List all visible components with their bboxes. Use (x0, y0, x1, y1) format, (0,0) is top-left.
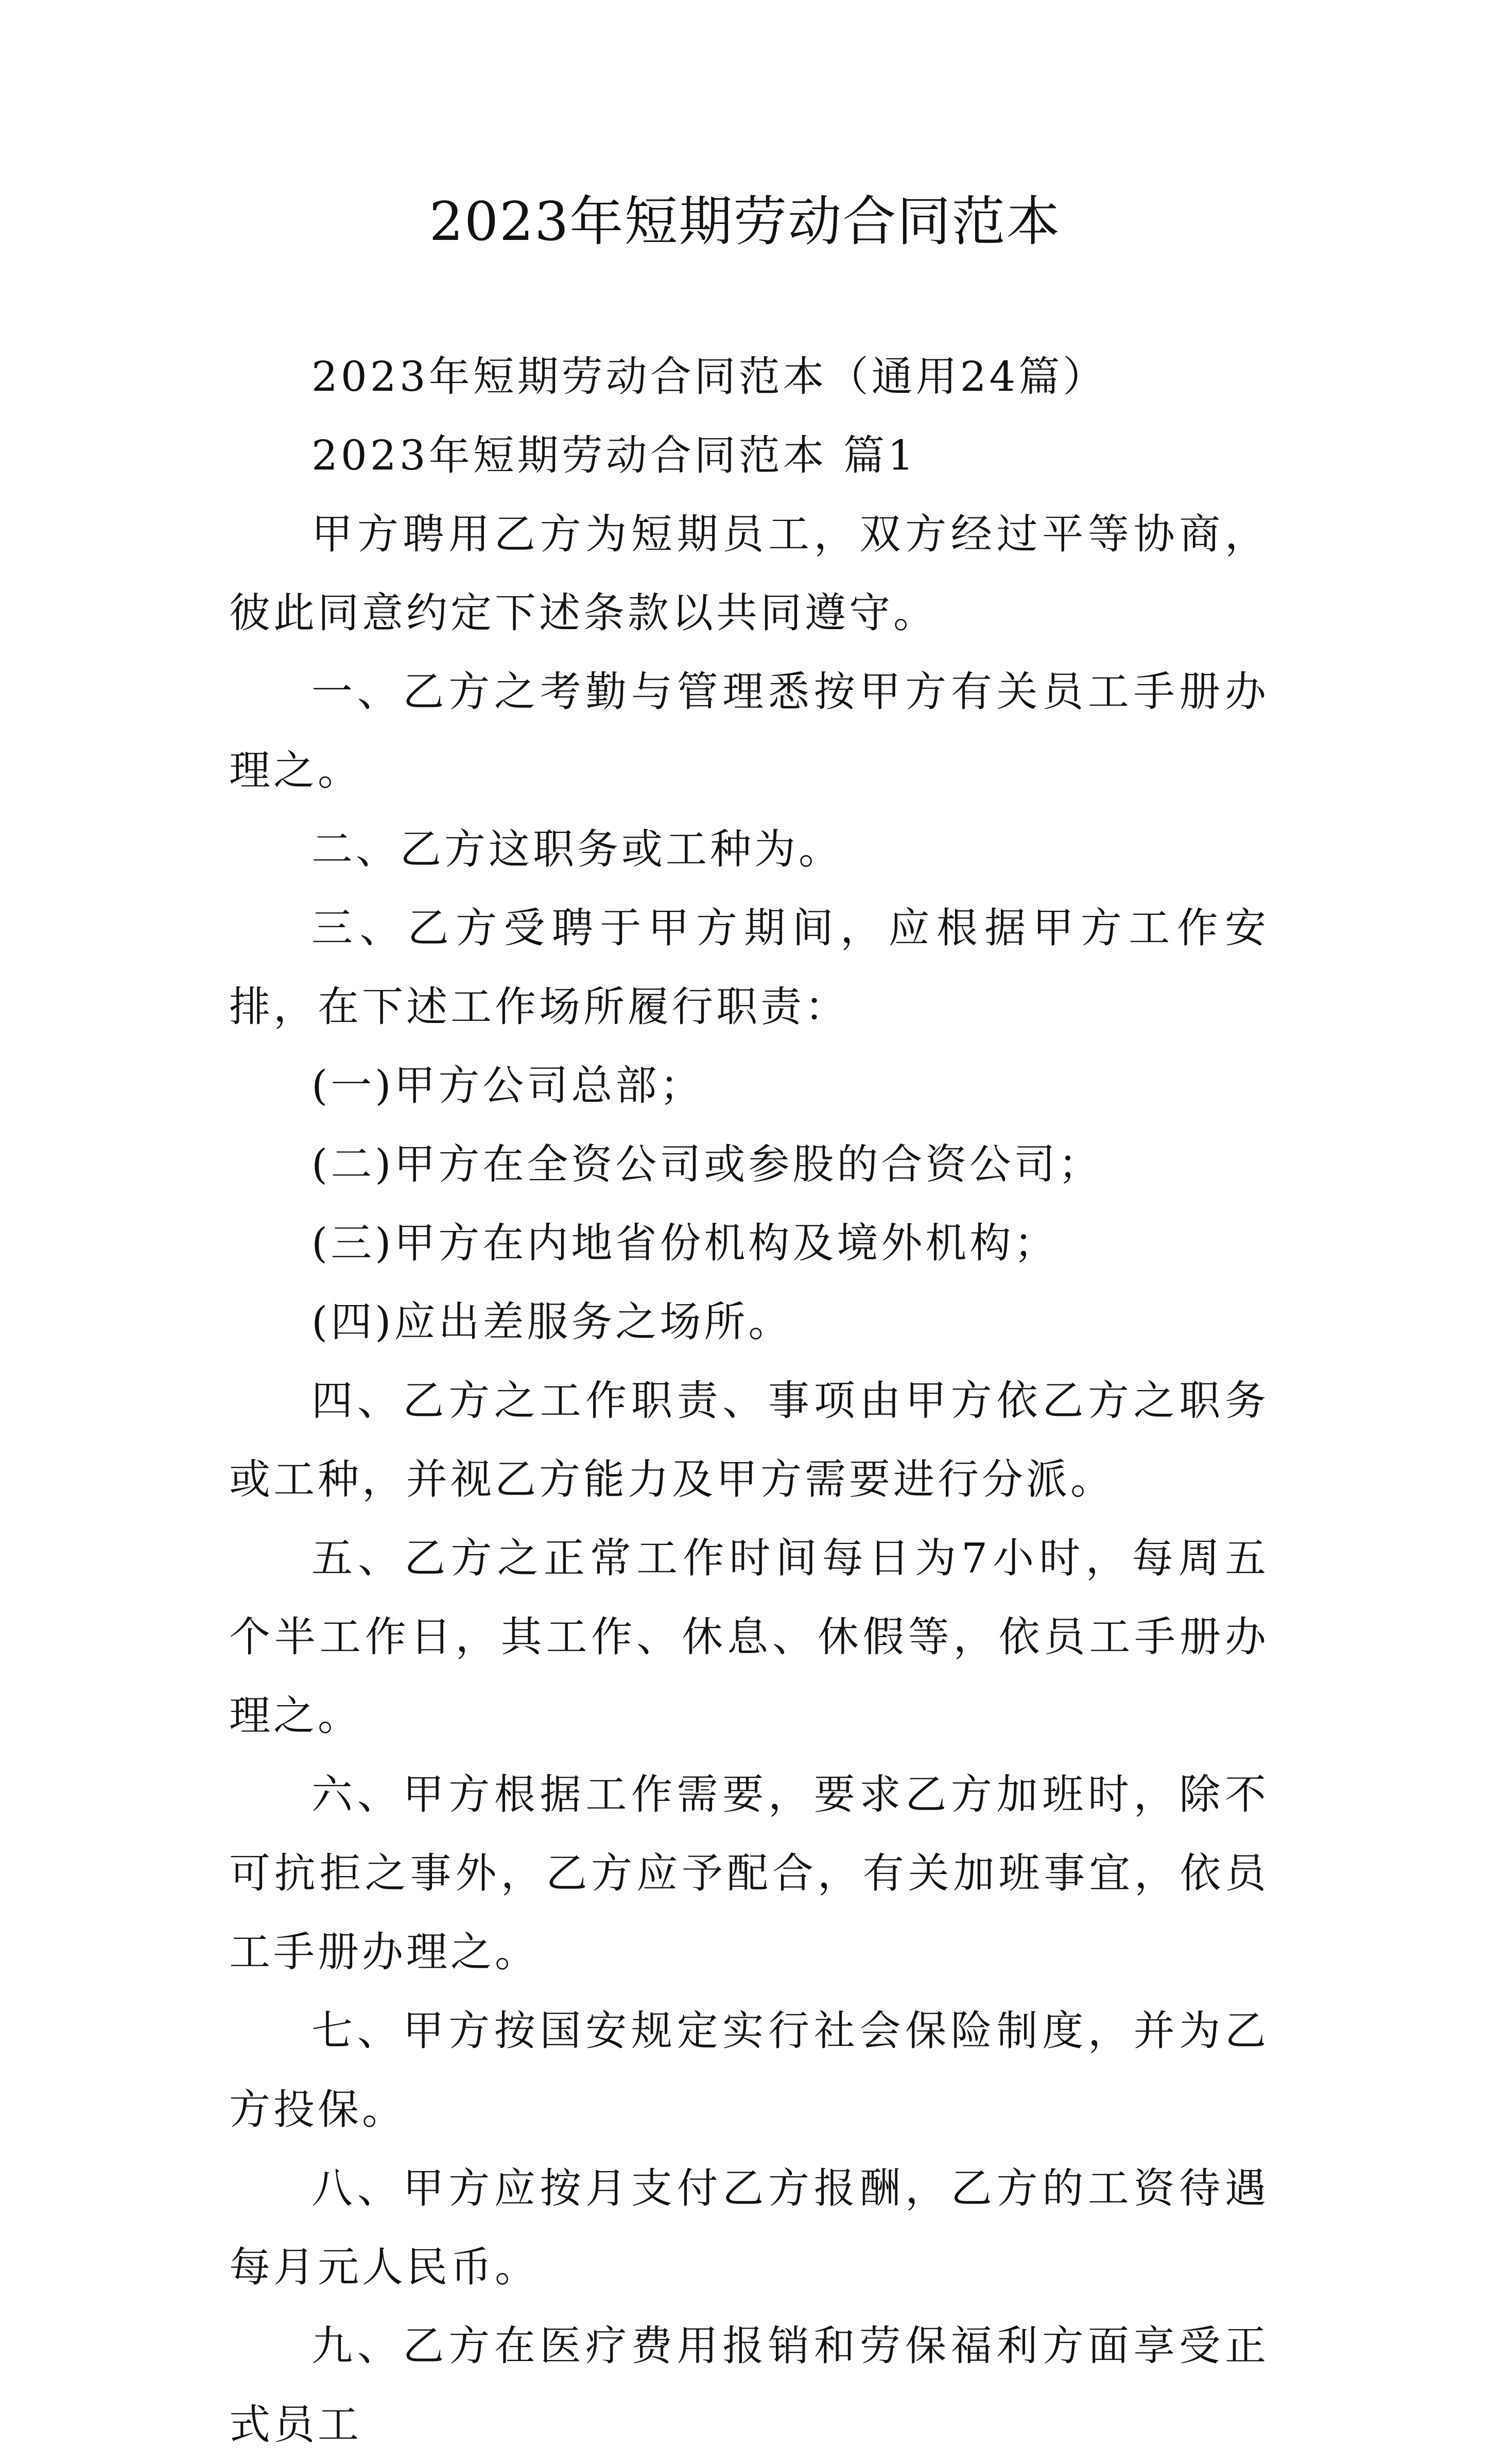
paragraph-clause-3-item-3: (三)甲方在内地省份机构及境外机构； (311, 1219, 1059, 1267)
paragraph-clause-3-item-1: (一)甲方公司总部； (311, 1062, 704, 1109)
paragraph-clause-5: 五、乙方之正常工作时间每日为7小时，每周五个半工作日，其工作、休息、休假等，依员工手册办理之。 (229, 1534, 1269, 1740)
paragraph-section-heading: 2023年短期劳动合同范本 篇1 (311, 431, 917, 479)
paragraph-clause-3-item-2: (二)甲方在全资公司或参股的合资公司； (311, 1140, 1103, 1188)
document-title: 2023年短期劳动合同范本 (429, 190, 1061, 253)
paragraph-clause-1: 一、乙方之考勤与管理悉按甲方有关员工手册办理之。 (229, 668, 1269, 794)
paragraph-clause-3-item-4: (四)应出差服务之场所。 (311, 1298, 793, 1346)
document-body (229, 337, 1269, 2464)
paragraph-clause-6: 六、甲方根据工作需要，要求乙方加班时，除不可抗拒之事外，乙方应予配合，有关加班事宜，依员工手册办理之。 (229, 1771, 1269, 1976)
paragraph-clause-7: 七、甲方按国安规定实行社会保险制度，并为乙方投保。 (229, 2007, 1269, 2133)
paragraph-clause-2: 二、乙方这职务或工种为。 (311, 825, 843, 873)
paragraph-intro: 甲方聘用乙方为短期员工，双方经过平等协商，彼此同意约定下述条款以共同遵守。 (229, 510, 1269, 637)
paragraph-clause-4: 四、乙方之工作职责、事项由甲方依乙方之职务或工种，并视乙方能力及甲方需要进行分派。 (229, 1377, 1269, 1503)
paragraph-subtitle: 2023年短期劳动合同范本（通用24篇） (311, 353, 1107, 401)
paragraph-clause-3: 三、乙方受聘于甲方期间，应根据甲方工作安排，在下述工作场所履行职责： (229, 904, 1269, 1031)
paragraph-clause-8: 八、甲方应按月支付乙方报酬，乙方的工资待遇每月元人民币。 (229, 2164, 1269, 2291)
paragraph-clause-9: 九、乙方在医疗费用报销和劳保福利方面享受正式员工 (229, 2322, 1269, 2449)
